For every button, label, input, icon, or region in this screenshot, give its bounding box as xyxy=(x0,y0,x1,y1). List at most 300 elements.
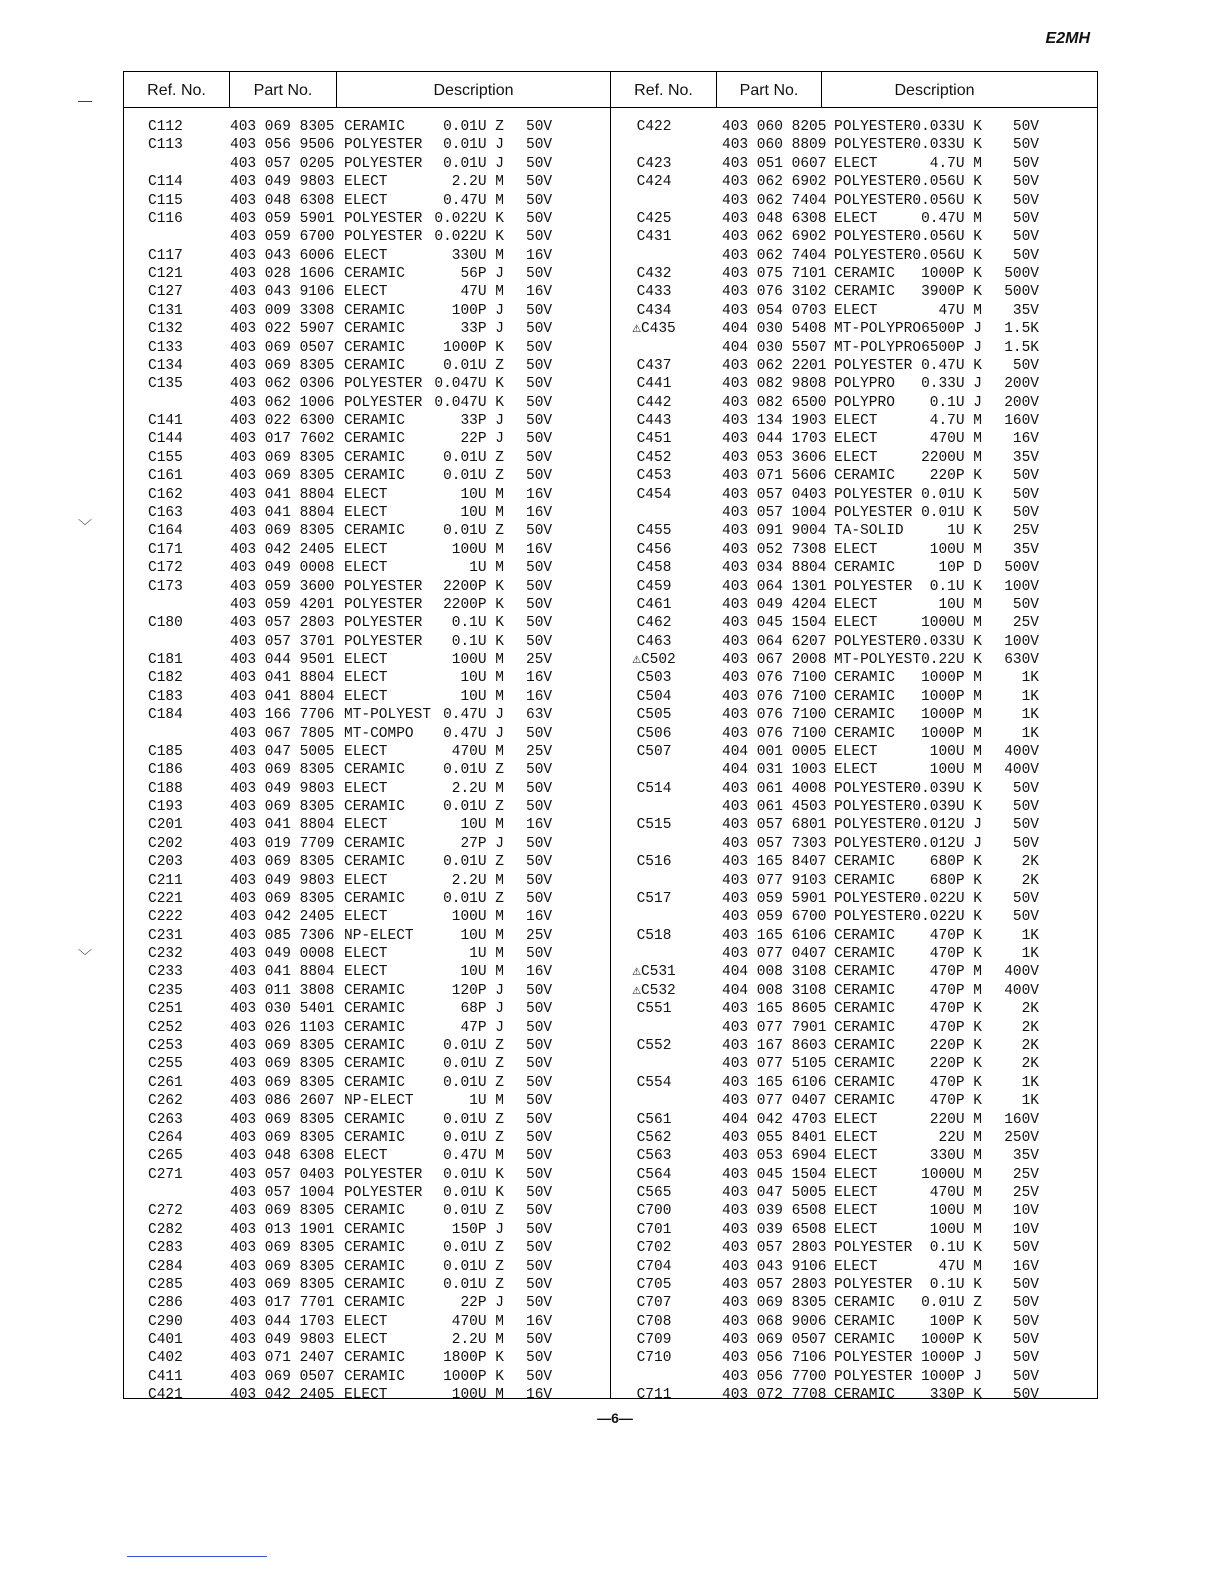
table-row xyxy=(124,890,1097,908)
ref-no: C183 xyxy=(148,688,183,705)
part-voltage: 400V xyxy=(1004,964,1039,981)
part-voltage: 160V xyxy=(1004,413,1039,430)
part-value: 0.01U Z xyxy=(443,854,504,871)
ref-no: C235 xyxy=(148,982,183,999)
ref-no: C461 xyxy=(636,596,672,613)
part-value: 220P K xyxy=(929,468,982,485)
table-row xyxy=(124,412,1097,430)
part-no: 403 059 4201 xyxy=(230,596,335,613)
part-type: POLYESTER xyxy=(834,633,913,650)
part-value: 0.1U K xyxy=(929,1276,982,1293)
ref-no: C185 xyxy=(148,743,183,760)
part-type: POLYESTER xyxy=(834,357,913,374)
part-voltage: 35V xyxy=(1012,449,1039,466)
ref-no: C181 xyxy=(148,652,183,669)
part-no: 403 056 7700 xyxy=(722,1368,827,1385)
part-value: 0.01U K xyxy=(443,1166,504,1183)
part-no: 403 076 7100 xyxy=(722,725,827,742)
model-code: E2MH xyxy=(1045,30,1090,47)
table-row xyxy=(124,927,1097,945)
part-voltage: 16V xyxy=(526,541,553,558)
part-type: POLYESTER xyxy=(344,137,423,154)
part-voltage: 50V xyxy=(1012,1240,1039,1257)
part-no: 403 069 8305 xyxy=(230,119,335,135)
part-type: ELECT xyxy=(344,560,388,577)
part-voltage: 16V xyxy=(526,247,553,264)
part-type: ELECT xyxy=(834,762,878,779)
part-voltage: 630V xyxy=(1004,652,1039,669)
part-voltage: 50V xyxy=(526,854,553,871)
part-no: 403 049 0008 xyxy=(230,560,335,577)
part-value: 22U M xyxy=(938,1129,982,1146)
part-type: CERAMIC xyxy=(834,1074,895,1091)
table-row xyxy=(124,283,1097,301)
part-no: 403 042 2405 xyxy=(230,541,335,558)
part-value: 0.033U K xyxy=(912,119,982,135)
ref-no: C554 xyxy=(636,1074,672,1091)
part-value: 47P J xyxy=(460,1019,504,1036)
ref-no: C507 xyxy=(636,743,672,760)
part-voltage: 63V xyxy=(526,707,553,724)
part-no: 404 031 1003 xyxy=(722,762,827,779)
part-value: 330P K xyxy=(929,1387,982,1404)
part-voltage: 25V xyxy=(526,652,553,669)
table-row xyxy=(124,596,1097,614)
part-no: 403 039 6508 xyxy=(722,1221,827,1238)
part-type: POLYESTER xyxy=(834,799,913,816)
part-no: 403 013 1901 xyxy=(230,1221,335,1238)
part-no: 404 001 0005 xyxy=(722,743,827,760)
ref-no: C184 xyxy=(148,707,183,724)
part-no: 403 043 9106 xyxy=(722,1258,827,1275)
part-voltage: 50V xyxy=(1012,137,1039,154)
part-type: POLYESTER xyxy=(834,1368,913,1385)
part-value: 100U M xyxy=(929,1221,982,1238)
ref-no: C700 xyxy=(636,1203,672,1220)
table-row xyxy=(124,559,1097,577)
part-no: 403 061 4503 xyxy=(722,799,827,816)
part-value: 1000P J xyxy=(921,1350,982,1367)
part-no: 403 042 2405 xyxy=(230,909,335,926)
part-type: CERAMIC xyxy=(344,302,405,319)
ref-no: C135 xyxy=(148,376,183,393)
part-voltage: 50V xyxy=(526,431,553,448)
part-no: 403 077 0407 xyxy=(722,1093,827,1110)
part-type: ELECT xyxy=(344,1148,388,1165)
part-value: 10U M xyxy=(460,817,504,834)
table-row xyxy=(124,1202,1097,1220)
ref-no: C704 xyxy=(636,1258,672,1275)
table-row xyxy=(124,504,1097,522)
ref-no: C113 xyxy=(148,137,183,154)
part-type: CERAMIC xyxy=(834,468,895,485)
part-voltage: 400V xyxy=(1004,982,1039,999)
part-no: 403 085 7306 xyxy=(230,927,335,944)
part-value: 0.01U Z xyxy=(443,1276,504,1293)
part-type: POLYESTER xyxy=(344,578,423,595)
part-value: 1000P M xyxy=(921,670,982,687)
part-voltage: 25V xyxy=(526,743,553,760)
table-row xyxy=(124,780,1097,798)
part-no: 403 069 0507 xyxy=(722,1332,827,1349)
part-type: ELECT xyxy=(344,284,388,301)
part-type: POLYESTER xyxy=(834,504,913,521)
part-voltage: 1K xyxy=(1021,946,1039,963)
part-no: 403 060 8205 xyxy=(722,119,827,135)
part-value: 470P K xyxy=(929,927,982,944)
part-no: 403 044 1703 xyxy=(230,1313,335,1330)
part-no: 403 069 8305 xyxy=(230,890,335,907)
table-row xyxy=(124,798,1097,816)
part-value: 1000P J xyxy=(921,1368,982,1385)
part-voltage: 50V xyxy=(526,321,553,338)
part-no: 403 069 8305 xyxy=(230,799,335,816)
part-no: 403 049 9803 xyxy=(230,174,335,191)
part-type: ELECT xyxy=(344,174,388,191)
part-voltage: 50V xyxy=(526,523,553,540)
part-value: 0.01U Z xyxy=(443,1240,504,1257)
table-row xyxy=(124,1294,1097,1312)
part-type: POLYESTER xyxy=(344,155,423,172)
part-no: 403 069 8305 xyxy=(230,854,335,871)
part-value: 0.056U K xyxy=(912,192,982,209)
part-no: 403 062 7404 xyxy=(722,247,827,264)
part-voltage: 50V xyxy=(526,174,553,191)
part-type: ELECT xyxy=(344,688,388,705)
part-type: CERAMIC xyxy=(344,799,405,816)
ref-no: C451 xyxy=(636,431,672,448)
part-voltage: 50V xyxy=(526,229,553,246)
part-type: POLYESTER xyxy=(834,1240,913,1257)
part-value: 2200P K xyxy=(443,578,504,595)
part-no: 403 054 0703 xyxy=(722,302,827,319)
part-voltage: 500V xyxy=(1004,560,1039,577)
part-no: 403 076 7100 xyxy=(722,707,827,724)
margin-mark: ﹀ xyxy=(78,518,92,534)
part-voltage: 50V xyxy=(526,1258,553,1275)
table-row xyxy=(124,963,1097,981)
part-voltage: 16V xyxy=(526,688,553,705)
part-value: 6500P J xyxy=(921,321,982,338)
ref-no: C283 xyxy=(148,1240,183,1257)
part-voltage: 50V xyxy=(1012,1387,1039,1404)
part-voltage: 50V xyxy=(526,394,553,411)
part-voltage: 50V xyxy=(526,1185,553,1202)
ref-no: C193 xyxy=(148,799,183,816)
part-no: 403 069 8305 xyxy=(230,1038,335,1054)
part-voltage: 50V xyxy=(526,780,553,797)
part-value: 0.039U K xyxy=(912,799,982,816)
part-voltage: 50V xyxy=(526,1129,553,1146)
table-row xyxy=(124,265,1097,283)
part-type: CERAMIC xyxy=(344,1129,405,1146)
part-voltage: 2K xyxy=(1021,1056,1039,1073)
part-value: 0.012U J xyxy=(912,817,982,834)
part-voltage: 50V xyxy=(526,872,553,889)
part-voltage: 16V xyxy=(526,964,553,981)
ref-no: C255 xyxy=(148,1056,183,1073)
ref-no: C711 xyxy=(636,1387,672,1404)
part-no: 403 076 7100 xyxy=(722,670,827,687)
part-type: CERAMIC xyxy=(834,964,895,981)
part-type: ELECT xyxy=(344,817,388,834)
part-type: CERAMIC xyxy=(834,872,895,889)
ref-no: C272 xyxy=(148,1203,183,1220)
ref-no: C453 xyxy=(636,468,672,485)
part-voltage: 50V xyxy=(526,1148,553,1165)
part-value: 100U M xyxy=(451,909,504,926)
part-type: CERAMIC xyxy=(344,119,405,135)
part-type: ELECT xyxy=(834,431,878,448)
part-no: 403 069 8305 xyxy=(230,1258,335,1275)
part-voltage: 50V xyxy=(526,210,553,227)
table-row xyxy=(124,614,1097,632)
part-voltage: 16V xyxy=(526,284,553,301)
part-voltage: 50V xyxy=(526,1074,553,1091)
part-voltage: 50V xyxy=(526,982,553,999)
ref-no: C222 xyxy=(148,909,183,926)
part-value: 0.01U Z xyxy=(443,799,504,816)
part-type: POLYESTER xyxy=(834,137,913,154)
table-row xyxy=(124,430,1097,448)
ref-no: C284 xyxy=(148,1258,183,1275)
part-value: 470P K xyxy=(929,1093,982,1110)
ref-no: C115 xyxy=(148,192,183,209)
part-value: 0.01U J xyxy=(443,137,504,154)
part-value: 33P J xyxy=(460,413,504,430)
table-row xyxy=(124,118,1097,136)
part-no: 403 057 0403 xyxy=(722,486,827,503)
part-value: 0.047U K xyxy=(434,376,504,393)
part-no: 403 009 3308 xyxy=(230,302,335,319)
part-voltage: 50V xyxy=(526,468,553,485)
part-type: CERAMIC xyxy=(344,523,405,540)
part-no: 403 056 9506 xyxy=(230,137,335,154)
ref-no: C709 xyxy=(636,1332,672,1349)
table-row xyxy=(124,1037,1097,1055)
ref-no: C188 xyxy=(148,780,183,797)
part-voltage: 50V xyxy=(526,413,553,430)
part-type: NP-ELECT xyxy=(344,1093,414,1110)
table-row xyxy=(124,1276,1097,1294)
part-voltage: 50V xyxy=(526,725,553,742)
part-type: ELECT xyxy=(344,486,388,503)
part-no: 403 041 8804 xyxy=(230,817,335,834)
part-no: 403 086 2607 xyxy=(230,1093,335,1110)
table-row xyxy=(124,908,1097,926)
part-voltage: 2K xyxy=(1021,1038,1039,1054)
part-voltage: 50V xyxy=(526,1240,553,1257)
part-type: CERAMIC xyxy=(344,1240,405,1257)
ref-no: C456 xyxy=(636,541,672,558)
ref-no: C232 xyxy=(148,946,183,963)
part-type: ELECT xyxy=(834,1221,878,1238)
part-value: 0.01U Z xyxy=(443,1074,504,1091)
part-no: 403 069 8305 xyxy=(230,762,335,779)
part-no: 403 048 6308 xyxy=(230,1148,335,1165)
part-no: 403 059 5901 xyxy=(722,890,827,907)
part-no: 403 049 0008 xyxy=(230,946,335,963)
part-value: 1000P M xyxy=(921,707,982,724)
part-type: TA-SOLID xyxy=(834,523,904,540)
part-no: 403 076 7100 xyxy=(722,688,827,705)
part-voltage: 50V xyxy=(1012,486,1039,503)
part-type: CERAMIC xyxy=(344,890,405,907)
part-voltage: 400V xyxy=(1004,762,1039,779)
part-voltage: 1K xyxy=(1021,725,1039,742)
part-type: ELECT xyxy=(344,670,388,687)
table-row xyxy=(124,1184,1097,1202)
part-type: POLYPRO xyxy=(834,376,895,393)
ref-no: C705 xyxy=(636,1276,672,1293)
part-type: CERAMIC xyxy=(344,1276,405,1293)
part-voltage: 50V xyxy=(526,578,553,595)
part-type: CERAMIC xyxy=(344,835,405,852)
part-value: 100U M xyxy=(929,541,982,558)
ref-no: C265 xyxy=(148,1148,183,1165)
part-no: 403 069 8305 xyxy=(230,1129,335,1146)
part-voltage: 50V xyxy=(526,560,553,577)
part-no: 403 167 8603 xyxy=(722,1038,827,1054)
header-part-right: Part No. xyxy=(739,82,799,99)
part-voltage: 50V xyxy=(526,1166,553,1183)
part-value: 0.01U Z xyxy=(443,357,504,374)
part-value: 680P K xyxy=(929,872,982,889)
ref-no: ⚠C435 xyxy=(632,321,676,338)
part-no: 403 049 9803 xyxy=(230,780,335,797)
part-voltage: 500V xyxy=(1004,266,1039,283)
ref-no: C503 xyxy=(636,670,672,687)
part-value: 2200U M xyxy=(921,449,982,466)
part-value: 0.01U Z xyxy=(443,1258,504,1275)
part-value: 470P K xyxy=(929,1001,982,1018)
part-voltage: 50V xyxy=(526,302,553,319)
part-no: 403 022 5907 xyxy=(230,321,335,338)
page-number: —6— xyxy=(597,1410,633,1426)
part-voltage: 16V xyxy=(1012,1258,1039,1275)
part-type: CERAMIC xyxy=(834,266,895,283)
ref-no: C134 xyxy=(148,357,183,374)
ref-no: C263 xyxy=(148,1111,183,1128)
part-no: 403 075 7101 xyxy=(722,266,827,283)
part-no: 403 062 2201 xyxy=(722,357,827,374)
part-value: 0.047U K xyxy=(434,394,504,411)
ref-no: C173 xyxy=(148,578,183,595)
part-voltage: 50V xyxy=(526,1038,553,1054)
part-value: 0.1U K xyxy=(929,578,982,595)
part-type: ELECT xyxy=(834,743,878,760)
part-type: ELECT xyxy=(344,946,388,963)
part-type: CERAMIC xyxy=(834,1001,895,1018)
part-voltage: 50V xyxy=(526,1276,553,1293)
part-voltage: 25V xyxy=(1012,1166,1039,1183)
part-no: 403 044 9501 xyxy=(230,652,335,669)
part-type: ELECT xyxy=(834,1258,878,1275)
part-value: 0.22U K xyxy=(921,652,982,669)
part-value: 0.1U K xyxy=(451,615,504,632)
part-voltage: 2K xyxy=(1021,854,1039,871)
part-no: 403 062 6902 xyxy=(722,174,827,191)
part-voltage: 50V xyxy=(526,762,553,779)
part-type: POLYESTER xyxy=(344,376,423,393)
part-type: POLYESTER xyxy=(834,247,913,264)
part-type: CERAMIC xyxy=(344,339,405,356)
part-type: CERAMIC xyxy=(344,1295,405,1312)
part-value: 10U M xyxy=(460,964,504,981)
part-value: 1000P K xyxy=(921,1332,982,1349)
table-row xyxy=(124,1166,1097,1184)
part-type: MT-POLYEST xyxy=(344,707,432,724)
table-row xyxy=(124,192,1097,210)
part-value: 0.01U Z xyxy=(443,119,504,135)
part-voltage: 16V xyxy=(526,909,553,926)
part-voltage: 2K xyxy=(1021,1001,1039,1018)
part-voltage: 50V xyxy=(526,376,553,393)
part-voltage: 50V xyxy=(526,357,553,374)
part-voltage: 50V xyxy=(1012,890,1039,907)
part-voltage: 200V xyxy=(1004,394,1039,411)
part-value: 0.01U K xyxy=(443,1185,504,1202)
part-voltage: 50V xyxy=(1012,192,1039,209)
part-no: 403 082 6500 xyxy=(722,394,827,411)
part-value: 2200P K xyxy=(443,596,504,613)
ref-no: C202 xyxy=(148,835,183,852)
part-no: 403 047 5005 xyxy=(230,743,335,760)
part-voltage: 50V xyxy=(1012,780,1039,797)
ref-no: C517 xyxy=(636,890,672,907)
table-row xyxy=(124,853,1097,871)
part-no: 403 062 7404 xyxy=(722,192,827,209)
part-value: 2.2U M xyxy=(451,174,504,191)
part-no: 403 069 8305 xyxy=(230,449,335,466)
part-no: 403 017 7602 xyxy=(230,431,335,448)
part-no: 403 026 1103 xyxy=(230,1019,335,1036)
ref-no: C285 xyxy=(148,1276,183,1293)
table-row xyxy=(124,1019,1097,1037)
part-voltage: 16V xyxy=(526,486,553,503)
part-value: 470P K xyxy=(929,1019,982,1036)
table-row xyxy=(124,651,1097,669)
part-voltage: 50V xyxy=(526,835,553,852)
part-type: CERAMIC xyxy=(344,1074,405,1091)
part-value: 0.01U Z xyxy=(443,1038,504,1054)
part-no: 403 041 8804 xyxy=(230,670,335,687)
part-type: ELECT xyxy=(834,596,878,613)
part-value: 1U M xyxy=(469,560,504,577)
table-row xyxy=(124,1129,1097,1147)
ref-no: C221 xyxy=(148,890,183,907)
part-voltage: 50V xyxy=(1012,1276,1039,1293)
ref-no: C552 xyxy=(636,1038,672,1054)
parts-table xyxy=(123,71,1098,1404)
header-ref-right: Ref. No. xyxy=(634,82,693,99)
part-type: POLYESTER xyxy=(834,780,913,797)
part-no: 403 049 4204 xyxy=(722,596,827,613)
ref-no: C162 xyxy=(148,486,183,503)
table-row xyxy=(124,1239,1097,1257)
table-row xyxy=(124,1111,1097,1129)
table-row xyxy=(124,302,1097,320)
part-no: 403 047 5005 xyxy=(722,1185,827,1202)
ref-no: C518 xyxy=(636,927,672,944)
part-value: 0.022U K xyxy=(434,229,504,246)
ref-no: C231 xyxy=(148,927,183,944)
ref-no: C112 xyxy=(148,119,183,135)
part-type: NP-ELECT xyxy=(344,927,414,944)
table-row xyxy=(124,578,1097,596)
ref-no: C551 xyxy=(636,1001,672,1018)
part-type: CERAMIC xyxy=(834,670,895,687)
